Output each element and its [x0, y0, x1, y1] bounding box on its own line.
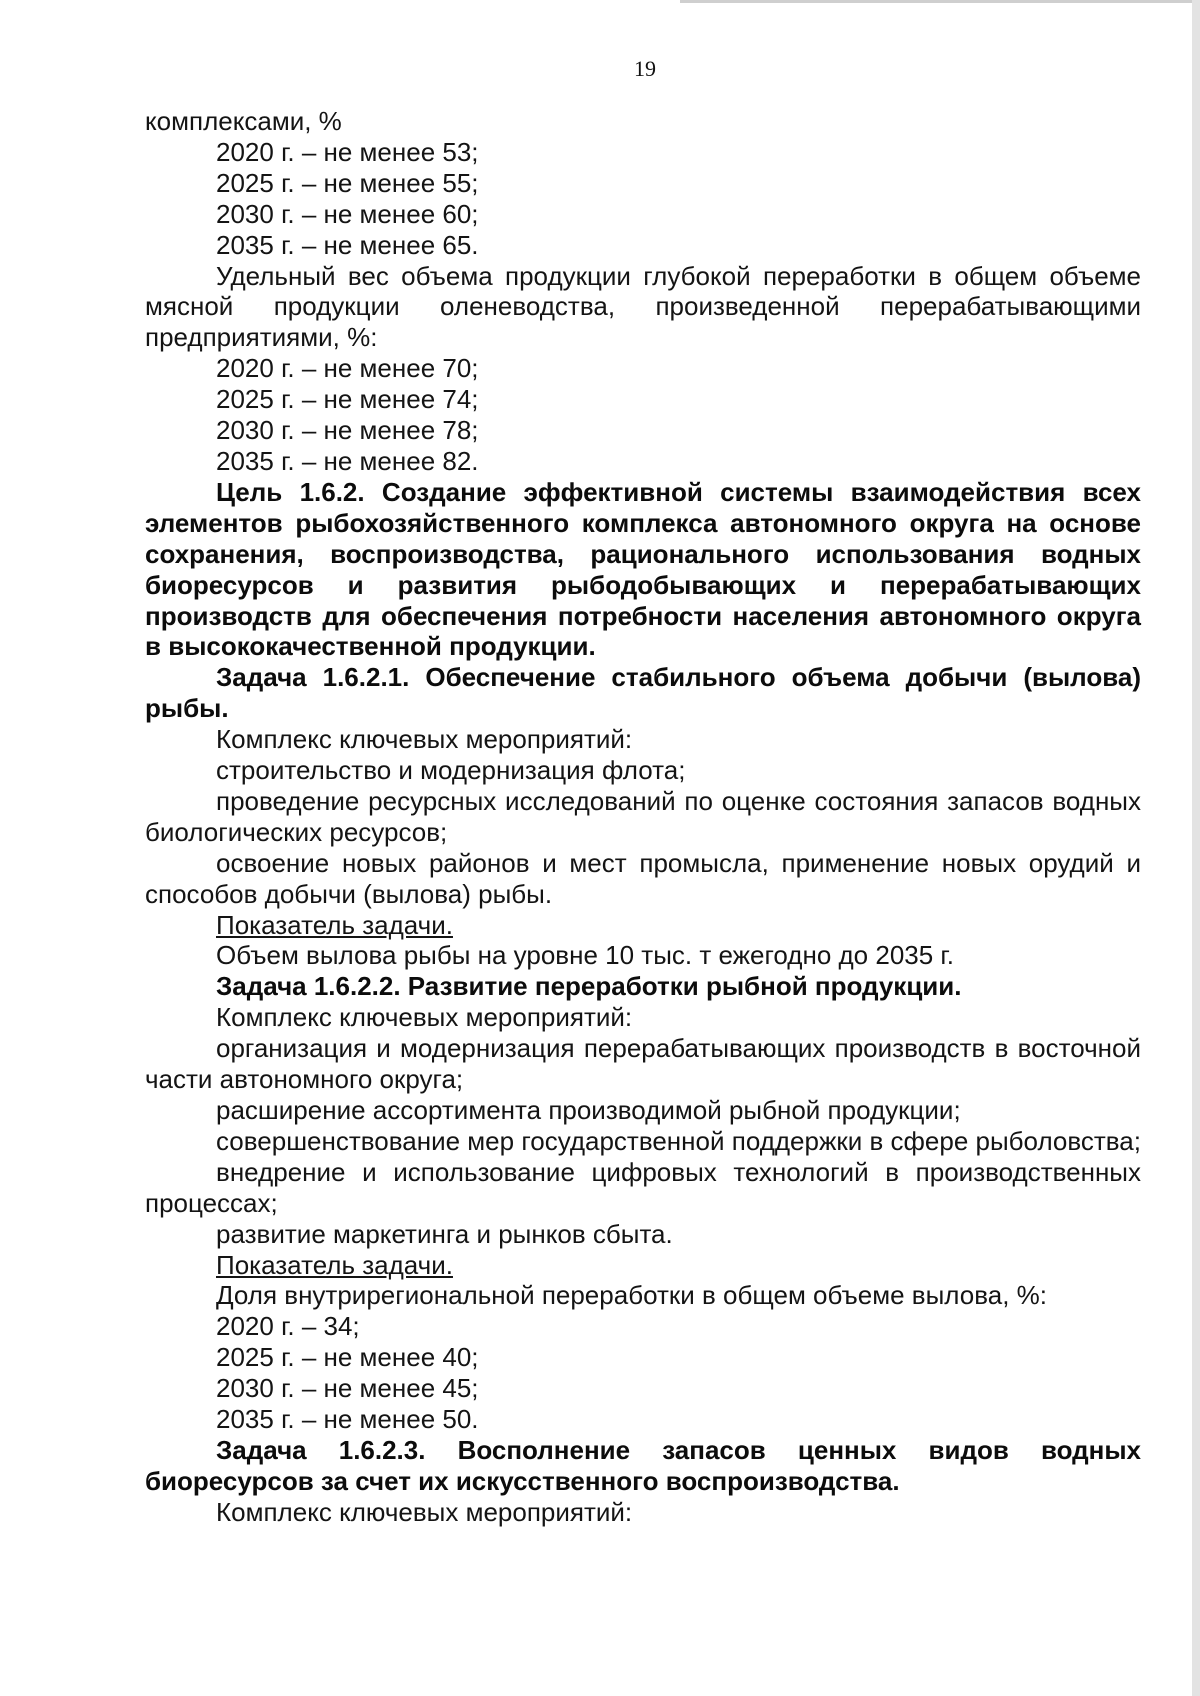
list-item: совершенствование мер государственной поддержки в сфере рыболовства;	[216, 1125, 1141, 1156]
list-item: 2030 г. – не менее 78;	[216, 415, 479, 446]
list-item: внедрение и использование цифровых технологий в производственных процессах;	[145, 1156, 1141, 1218]
list-item: 2020 г. – 34;	[216, 1311, 360, 1342]
list-item: 2030 г. – не менее 60;	[216, 198, 479, 229]
indicator-label-text: Показатель задачи.	[216, 909, 453, 940]
paragraph: Комплекс ключевых мероприятий:	[216, 724, 633, 755]
paragraph: Доля внутрирегиональной переработки в общем объеме вылова, %:	[216, 1280, 1047, 1311]
list-item: организация и модернизация перерабатывающих производств в восточной части автономного округа;	[145, 1033, 1141, 1095]
paragraph: Комплекс ключевых мероприятий:	[216, 1496, 633, 1527]
paragraph: Комплекс ключевых мероприятий:	[216, 1002, 633, 1033]
list-item: строительство и модернизация флота;	[216, 755, 686, 786]
indicator-label	[145, 910, 1141, 941]
task-heading: Задача 1.6.2.3. Восполнение запасов ценных видов водных биоресурсов за счет их искусственного воспроизводства.	[145, 1434, 1141, 1496]
page-number: 19	[634, 56, 656, 81]
task-heading: Задача 1.6.2.2. Развитие переработки рыбной продукции.	[216, 971, 962, 1002]
list-item: проведение ресурсных исследований по оценке состояния запасов водных биологических ресурсов;	[145, 785, 1141, 847]
list-item: расширение ассортимента производимой рыбной продукции;	[216, 1095, 961, 1125]
list-item: 2035 г. – не менее 65.	[216, 229, 479, 260]
paragraph: Удельный вес объема продукции глубокой переработки в общем объеме мясной продукции оленеводства, произведенной перерабатывающими предприятиями, %:	[145, 260, 1141, 353]
list-item: 2035 г. – не менее 82.	[216, 445, 479, 476]
list-item: 2025 г. – не менее 74;	[216, 384, 479, 415]
list-item: 2025 г. – не менее 40;	[216, 1342, 479, 1373]
scan-edge-right	[1192, 0, 1200, 1696]
task-heading: Задача 1.6.2.1. Обеспечение стабильного объема добычи (вылова) рыбы.	[145, 662, 1141, 724]
paragraph: Объем вылова рыбы на уровне 10 тыс. т ежегодно до 2035 г.	[216, 940, 954, 971]
indicator-label	[145, 1250, 1141, 1281]
list-item: освоение новых районов и мест промысла, применение новых орудий и способов добычи (вылова) рыбы.	[145, 847, 1141, 909]
indicator-label-text: Показатель задачи.	[216, 1249, 453, 1280]
list-item: 2020 г. – не менее 70;	[216, 353, 479, 384]
list-item: 2030 г. – не менее 45;	[216, 1373, 479, 1404]
document-body	[145, 106, 1141, 1528]
scan-edge-top	[680, 0, 1200, 3]
list-item: развитие маркетинга и рынков сбыта.	[216, 1218, 673, 1249]
paragraph: комплексами, %	[145, 106, 342, 136]
list-item: 2035 г. – не менее 50.	[216, 1404, 479, 1435]
list-item: 2020 г. – не менее 53;	[216, 136, 479, 167]
list-item: 2025 г. – не менее 55;	[216, 167, 479, 198]
goal-heading: Цель 1.6.2. Создание эффективной системы взаимодействия всех элементов рыбохозяйственного комплекса автономного округа на основе сохранения, воспроизводства, рационального использования водных биоресурсов и развития рыбодобывающих и перерабатывающих производств для обеспечения потребности населения автономного округа в высококачественной продукции.	[145, 476, 1141, 662]
